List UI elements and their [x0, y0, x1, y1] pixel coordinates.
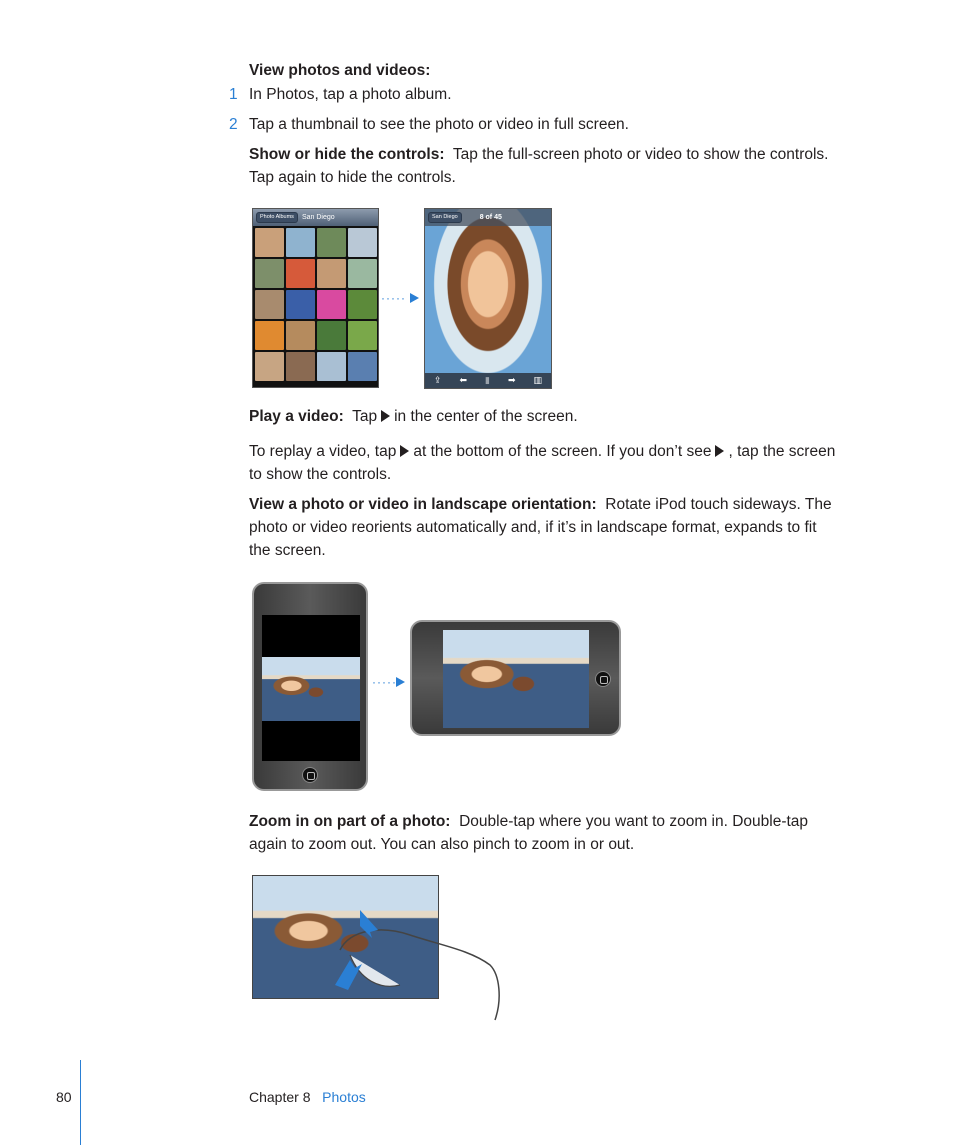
- heading-view-photos: View photos and videos:: [249, 62, 431, 79]
- step-number-2: 2: [229, 116, 238, 133]
- share-icon[interactable]: ⇪: [433, 375, 442, 385]
- play-video-after: in the center of the screen.: [394, 408, 578, 425]
- landscape-line3: the screen.: [249, 542, 326, 559]
- show-hide-paragraph: [249, 143, 869, 189]
- thumbnail[interactable]: [317, 290, 346, 319]
- step-text-1: In Photos, tap a photo album.: [249, 86, 452, 103]
- footer-rule: [80, 1060, 81, 1145]
- thumbnail[interactable]: [348, 352, 377, 381]
- album-title: San Diego: [301, 214, 335, 221]
- show-hide-line1: Tap the full-screen photo or video to show the controls.: [452, 146, 829, 163]
- section-label[interactable]: Photos: [322, 1089, 366, 1105]
- home-button-icon: [595, 671, 611, 687]
- show-hide-label: Show or hide the controls:: [249, 146, 445, 163]
- thumbnail[interactable]: [348, 321, 377, 350]
- thumbnail[interactable]: [255, 259, 284, 288]
- play-icon[interactable]: ▮: [485, 375, 490, 385]
- pinch-hand-icon: [320, 890, 510, 1025]
- portrait-screen: [262, 615, 360, 761]
- thumbnail[interactable]: [255, 352, 284, 381]
- thumbnail[interactable]: [286, 290, 315, 319]
- thumbnail[interactable]: [348, 228, 377, 257]
- zoom-paragraph: [249, 810, 869, 856]
- landscape-paragraph: [249, 493, 869, 562]
- play-icon: [400, 445, 409, 457]
- transition-dots: ·····: [381, 291, 406, 305]
- footer-chapter: [249, 1086, 366, 1109]
- landscape-line2: photo or video reorients automatically and, if it’s in landscape format, expands to fit: [249, 519, 817, 536]
- thumbnail[interactable]: [255, 321, 284, 350]
- thumbnail[interactable]: [317, 321, 346, 350]
- zoom-line2: again to zoom out. You can also pinch to zoom in or out.: [249, 836, 635, 853]
- landscape-photo: [443, 630, 589, 728]
- thumbnail-grid: [253, 226, 378, 383]
- photo-counter: 8 of 45: [479, 214, 502, 221]
- photo-albums-back-button[interactable]: Photo Albums: [256, 212, 298, 223]
- landscape-line1: Rotate iPod touch sideways. The: [605, 496, 832, 513]
- trash-icon[interactable]: ▥: [533, 375, 542, 385]
- play-video-before: Tap: [352, 408, 378, 425]
- thumbnail[interactable]: [317, 259, 346, 288]
- home-button-icon: [302, 767, 318, 783]
- step-text-2: Tap a thumbnail to see the photo or video in full screen.: [249, 116, 629, 133]
- replay-part3: , tap the screen: [728, 443, 836, 460]
- show-hide-line2: Tap again to hide the controls.: [249, 169, 456, 186]
- transition-dots: ·····: [372, 675, 397, 689]
- landscape-label: View a photo or video in landscape orientation:: [249, 496, 597, 513]
- full-photo-screenshot: [424, 208, 552, 389]
- thumbnail[interactable]: [286, 259, 315, 288]
- arrow-right-icon: [410, 293, 419, 303]
- thumbnail[interactable]: [317, 228, 346, 257]
- thumbnail[interactable]: [286, 228, 315, 257]
- photo-toolbar: [425, 373, 551, 388]
- back-arrow-icon[interactable]: ⬅: [459, 375, 468, 385]
- play-video-paragraph: [249, 405, 578, 428]
- arrow-right-icon: [396, 677, 405, 687]
- thumbnail[interactable]: [348, 259, 377, 288]
- full-photo-navbar: [425, 209, 551, 226]
- portrait-photo: [262, 657, 360, 721]
- forward-arrow-icon[interactable]: ➡: [507, 375, 516, 385]
- chapter-label: Chapter 8: [249, 1089, 311, 1105]
- replay-part1: To replay a video, tap: [249, 443, 397, 460]
- ipod-landscape-illustration: [410, 620, 621, 736]
- replay-part2: at the bottom of the screen. If you don’t see: [413, 443, 712, 460]
- replay-line2: to show the controls.: [249, 466, 392, 483]
- page-number: 80: [56, 1089, 72, 1105]
- ipod-portrait-illustration: [252, 582, 368, 791]
- thumbnail[interactable]: [286, 321, 315, 350]
- thumbnail[interactable]: [348, 290, 377, 319]
- play-icon: [715, 445, 724, 457]
- play-icon: [381, 410, 390, 422]
- thumbnail[interactable]: [255, 228, 284, 257]
- album-back-button[interactable]: San Diego: [428, 212, 462, 223]
- thumbnail[interactable]: [317, 352, 346, 381]
- zoom-label: Zoom in on part of a photo:: [249, 813, 451, 830]
- replay-paragraph: [249, 440, 869, 486]
- play-video-label: Play a video:: [249, 408, 344, 425]
- thumbnail[interactable]: [286, 352, 315, 381]
- thumbnail[interactable]: [255, 290, 284, 319]
- step-number-1: 1: [229, 86, 238, 103]
- photo-grid-screenshot: [252, 208, 379, 388]
- zoom-line1: Double-tap where you want to zoom in. Double-tap: [459, 813, 809, 830]
- photo-grid-navbar: [253, 209, 378, 226]
